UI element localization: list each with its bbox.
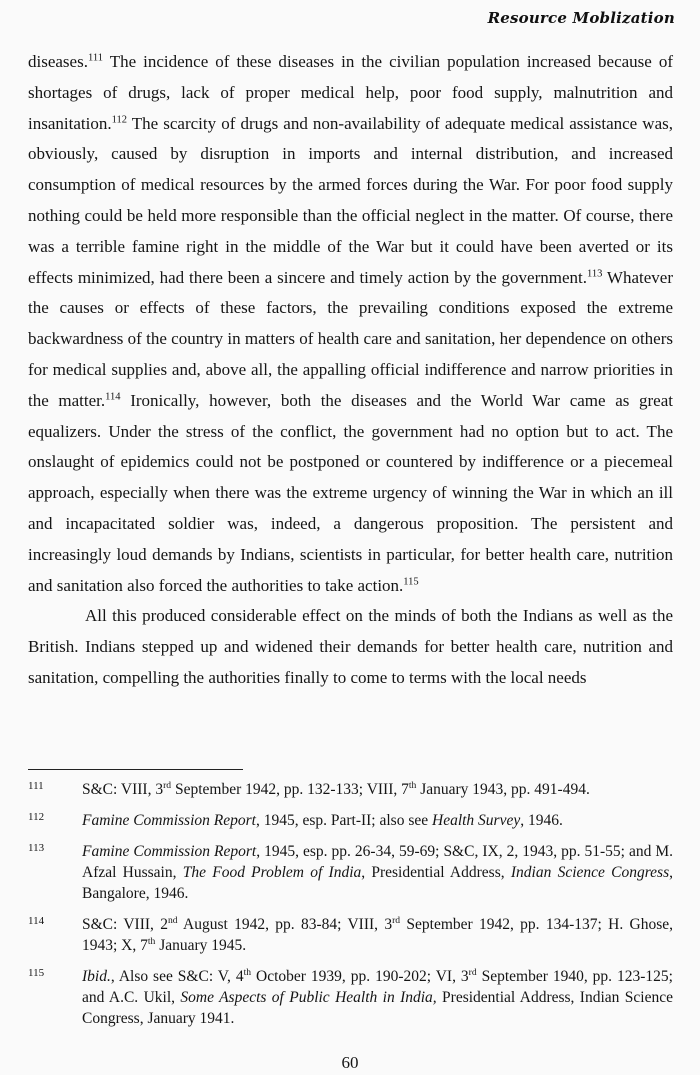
footnote-number: 115 — [28, 967, 45, 979]
footnote-text: S&C: VIII, 2nd August 1942, pp. 83-84; VIII, 3rd September 1942, pp. 134-137; H. Ghose, 1943; X, 7th January 1945. — [82, 914, 673, 954]
footnote-number: 112 — [28, 811, 45, 823]
footnote-item — [28, 810, 673, 831]
footnote-number: 114 — [28, 915, 45, 927]
footnote-text: Ibid., Also see S&C: V, 4th October 1939, pp. 190-202; VI, 3rd September 1940, pp. 123-125; and A.C. Ukil, Some Aspects of Public Health in India, Presidential Address, Indian Science Congress, January 1941. — [82, 966, 673, 1027]
page-number: 60 — [341, 1053, 359, 1072]
footnote-text: Famine Commission Report, 1945, esp. pp. 26-34, 59-69; S&C, IX, 2, 1943, pp. 51-55; and M. Afzal Hussain, The Food Problem of India, Presidential Address, Indian Science Congress, Bangalore, 1946. — [82, 843, 674, 902]
paragraph-1: diseases.$^{111}$ The incidence of these diseases in the civilian population increased because of shortages of drugs, lack of proper medical help, poor food supply, malnutrition and insanitation.$^{112}$ The scarcity of drugs and non-availability of adequate medical assistance was, obviously, caused by disruption in imports and internal distribution, and increased consumption of medical resources by the armed forces during the War. For poor food supply nothing could be held more responsible than the official neglect in the matter. Of course, there was a terrible famine right in the middle of the War but it could have been averted or its effects minimized, had there been a sincere and timely action by the government.$^{113}$ Whatever the causes or effects of these factors, the prevailing conditions exposed the extreme backwardness of the country in matters of health care and sanitation, her dependence on others for medical supplies and, above all, the appalling official indifference and narrow priorities in the matter.$^{114}$ Ironically, however, both the diseases and the World War came as great equalizers. Under the stress of the conflict, the government had no option but to act. The onslaught of epidemics could not be postponed or countered by indifference or a piecemeal approach, especially when there was the extreme urgency of winning the War in which an ill and incapacitated soldier was, indeed, a dangerous proposition. The persistent and increasingly loud demands by Indians, scientists in particular, for better health care, nutrition and sanitation also forced the authorities to take action.$^{115}$ — [28, 52, 673, 595]
footnote-number: 111 — [28, 780, 44, 792]
footnote-text: Famine Commission Report, 1945, esp. Part-II; also see Health Survey, 1946. — [82, 812, 563, 829]
footnote-text: S&C: VIII, 3rd September 1942, pp. 132-133; VIII, 7th January 1943, pp. 491-494. — [82, 779, 590, 798]
footnote-number: 113 — [28, 842, 45, 854]
footnote-item — [28, 841, 673, 904]
running-header: Resource Moblization — [487, 9, 675, 27]
paragraph-2: All this produced considerable effect on the minds of both the Indians as well as the British. Indians stepped up and widened their demands for better health care, nutrition and sanitation, compelling the authorities finally to come to terms with the local needs — [28, 606, 673, 687]
footnote-item — [28, 966, 673, 1029]
main-text — [28, 47, 673, 694]
footnote-separator — [28, 769, 243, 770]
footnote-item — [28, 914, 673, 956]
footnote-item — [28, 779, 673, 800]
footnotes-section — [28, 779, 673, 1039]
